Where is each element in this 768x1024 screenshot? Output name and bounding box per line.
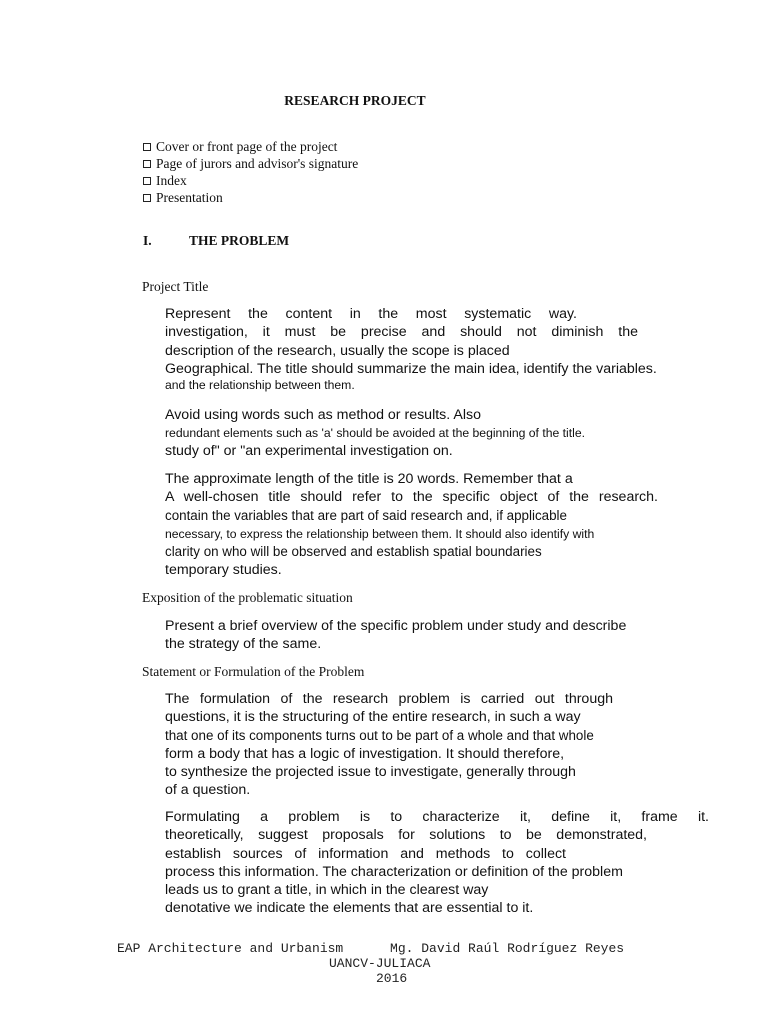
checkbox-icon — [143, 194, 151, 202]
text-line: to synthesize the projected issue to investigate, generally through — [165, 764, 576, 781]
checkbox-icon — [143, 143, 151, 151]
statement-paragraph-1 — [165, 690, 613, 800]
text-line: Geographical. The title should summarize the main idea, identify the variables. — [165, 360, 657, 377]
exposition-heading: Exposition of the problematic situation — [142, 590, 353, 605]
text-line: that one of its components turns out to be part of a whole and that whole — [165, 727, 594, 743]
footer-line: UANCV-JULIACA — [329, 956, 431, 971]
text-line: The formulation of the research problem is carried out through — [165, 691, 613, 707]
text-line: A well-chosen title should refer to the specific object of the research. — [165, 489, 658, 506]
checklist-item: Page of jurors and advisor's signature — [143, 155, 358, 172]
checkbox-icon — [143, 160, 151, 168]
checklist-item: Cover or front page of the project — [143, 138, 358, 155]
text-line: Represent the content in the most systematic way. — [165, 306, 577, 322]
project-title-paragraph-2 — [165, 406, 585, 461]
text-line: Present a brief overview of the specific problem under study and describe — [165, 618, 627, 634]
section-number: I. — [143, 233, 152, 248]
statement-heading: Statement or Formulation of the Problem — [142, 664, 365, 679]
text-line: establish sources of information and methods to collect — [165, 845, 566, 862]
text-line: theoretically, suggest proposals for solutions to be demonstrated, — [165, 827, 647, 844]
exposition-paragraph — [165, 617, 626, 654]
page-footer — [0, 941, 768, 986]
document-title: RESEARCH PROJECT — [284, 93, 426, 108]
text-line: and the relationship between them. — [165, 378, 355, 393]
project-title-paragraph-1 — [165, 305, 657, 393]
text-line: study of" or "an experimental investigation on. — [165, 443, 453, 460]
footer-line: 2016 — [376, 971, 408, 986]
text-line: contain the variables that are part of said research and, if applicable — [165, 507, 567, 523]
text-line: questions, it is the structuring of the entire research, in such a way — [165, 709, 581, 726]
text-line: Avoid using words such as method or results. Also — [165, 407, 481, 423]
front-matter-checklist — [143, 138, 358, 206]
text-line: temporary studies. — [165, 562, 282, 579]
text-line: Formulating a problem is to characterize it, define it, frame it. — [165, 809, 709, 825]
checklist-item: Index — [143, 172, 358, 189]
project-title-paragraph-3 — [165, 470, 658, 579]
section-title: THE PROBLEM — [189, 233, 290, 248]
checkbox-icon — [143, 177, 151, 185]
text-line: necessary, to express the relationship between them. It should also identify with — [165, 526, 595, 541]
project-title-heading: Project Title — [142, 279, 209, 294]
text-line: The approximate length of the title is 20 words. Remember that a — [165, 471, 573, 487]
text-line: form a body that has a logic of investigation. It should therefore, — [165, 745, 565, 762]
text-line: investigation, it must be precise and should not diminish the — [165, 324, 638, 341]
text-line: denotative we indicate the elements that are essential to it. — [165, 900, 534, 917]
text-line: of a question. — [165, 782, 251, 799]
text-line: clarity on who will be observed and establish spatial boundaries — [165, 543, 542, 559]
text-line: process this information. The characterization or definition of the problem — [165, 863, 623, 880]
text-line: redundant elements such as 'a' should be avoided at the beginning of the title. — [165, 426, 585, 441]
footer-line: EAP Architecture and Urbanism Mg. David Raúl Rodríguez Reyes — [117, 941, 625, 956]
checklist-item: Presentation — [143, 189, 358, 206]
text-line: the strategy of the same. — [165, 636, 322, 653]
section-heading — [143, 233, 289, 249]
text-line: leads us to grant a title, in which in the clearest way — [165, 882, 489, 899]
text-line: description of the research, usually the scope is placed — [165, 342, 510, 359]
statement-paragraph-2 — [165, 808, 709, 918]
